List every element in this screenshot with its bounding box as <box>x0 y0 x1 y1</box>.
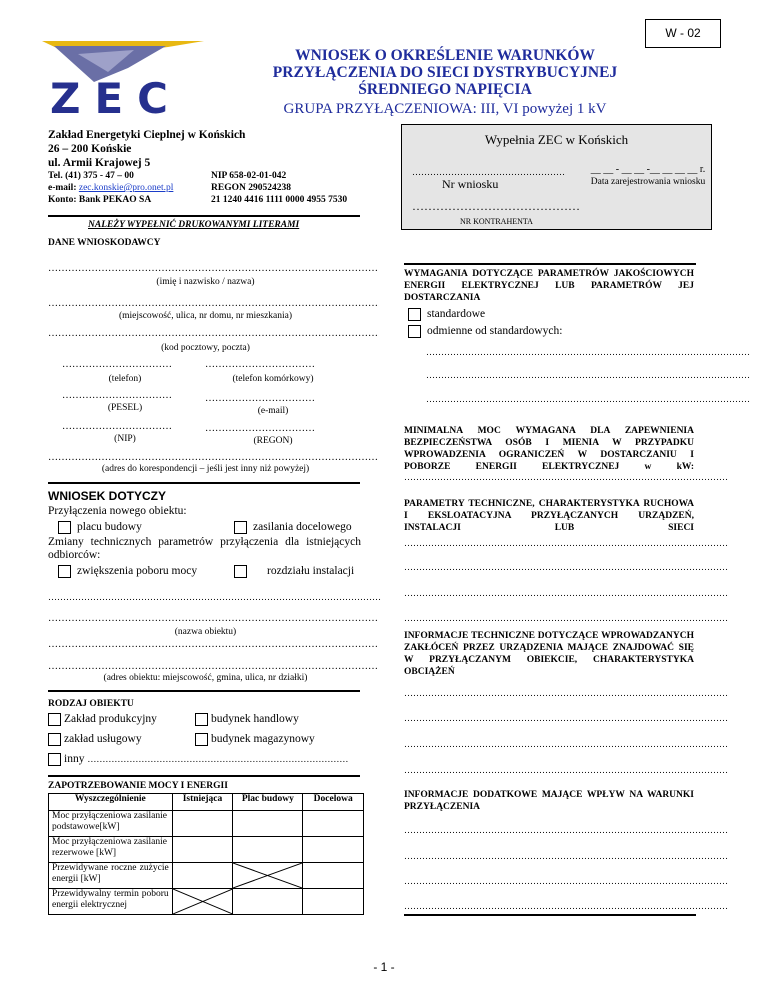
additional-info-heading: INFORMACJE DODATKOWE MAJĄCE WPŁYW NA WARUNKI PRZYŁĄCZENIA <box>404 790 694 812</box>
power-heading: ZAPOTRZEBOWANIE MOCY I ENERGII <box>48 781 228 791</box>
company-ids <box>211 170 347 206</box>
applicant-postal-field[interactable]: ……………………………………………………………………………………… <box>48 328 378 339</box>
final-checkbox[interactable] <box>234 521 247 534</box>
regon-label: (REGON) <box>253 436 293 446</box>
increase-label: zwiększenia poboru mocy <box>77 565 198 578</box>
additional-field-1[interactable]: ……………………………………………………………………………………………… <box>404 825 728 835</box>
page-number: - 1 - <box>373 960 395 974</box>
zec-office-box <box>401 124 712 230</box>
production-label: Zakład produkcyjny <box>64 713 157 726</box>
pesel-label: (PESEL) <box>107 403 143 413</box>
standard-checkbox[interactable] <box>408 308 421 321</box>
regon-field[interactable]: …………………………… <box>205 423 315 434</box>
email-field[interactable]: …………………………… <box>205 393 315 404</box>
request-number-field[interactable]: …………………………………………… <box>412 167 565 177</box>
interference-heading: INFORMACJE TECHNICZNE DOTYCZĄCE WPROWADZANYCH ZAKŁÓCEŃ PRZEZ URZĄDZENIA MAJĄCE ZNAJDOWAĆ SIĘ W PRZYŁĄCZANYM OBIEKCIE, CHARAKTERYSTYKA OBCIĄŻEŃ <box>404 631 694 677</box>
object-type-heading: RODZAJ OBIEKTU <box>48 699 134 709</box>
additional-field-2[interactable]: ……………………………………………………………………………………………… <box>404 851 728 861</box>
cell-input[interactable] <box>303 889 364 915</box>
applicant-name-field[interactable]: ……………………………………………………………………………………… <box>48 263 378 274</box>
left-divider-3 <box>48 690 360 692</box>
quality-field-3[interactable]: ……………………………………………………………………………………………… <box>426 394 750 404</box>
table-row <box>49 889 364 915</box>
title-line-2: PRZYŁĄCZENIA DO SIECI DYSTRYBUCYJNEJ <box>272 64 618 81</box>
form-code-box <box>645 19 721 48</box>
title-line-3: ŚREDNIEGO NAPIĘCIA <box>358 81 532 98</box>
option-increase[interactable] <box>58 565 197 578</box>
cell-crossed <box>172 889 233 915</box>
interference-field-1[interactable]: ……………………………………………………………………………………………… <box>404 688 728 698</box>
split-label: rozdziału instalacji <box>267 565 355 578</box>
applicant-postal-label: (kod pocztowy, poczta) <box>161 343 250 353</box>
cell-input[interactable] <box>303 811 364 837</box>
pesel-field[interactable]: …………………………… <box>62 390 172 401</box>
parameters-field-3[interactable]: ……………………………………………………………………………………………… <box>404 588 728 598</box>
cell-input[interactable] <box>172 837 233 863</box>
option-site[interactable] <box>58 521 142 534</box>
additional-field-4[interactable]: ……………………………………………………………………………………………… <box>404 901 728 911</box>
zec-logo <box>38 38 206 126</box>
col-site: Plac budowy <box>233 794 303 811</box>
nip-field[interactable]: …………………………… <box>62 421 172 432</box>
company-regon: REGON 290524238 <box>211 183 291 193</box>
table-row <box>49 837 364 863</box>
type-trade[interactable] <box>195 713 299 726</box>
company-name: Zakład Energetyki Cieplnej w Końskich <box>48 129 246 141</box>
phone-field[interactable]: …………………………… <box>62 359 172 370</box>
caps-note: NALEŻY WYPEŁNIĆ DRUKOWANYMI LITERAMI <box>88 220 300 230</box>
parameters-field-2[interactable]: ……………………………………………………………………………………………… <box>404 562 728 572</box>
object-name-label: (nazwa obiektu) <box>174 627 237 637</box>
interference-field-3[interactable]: ……………………………………………………………………………………………… <box>404 739 728 749</box>
cross-out-icon <box>233 863 302 888</box>
cell-input[interactable] <box>233 837 303 863</box>
registration-date-label: Data zarejestrowania wniosku <box>590 177 706 187</box>
correspondence-label: (adres do korespondencji – jeśli jest inny niż powyżej) <box>101 464 310 474</box>
min-power-field[interactable]: ……………………………………………………………………………………………… <box>404 472 728 482</box>
company-address-1: 26 – 200 Końskie <box>48 143 132 155</box>
nonstandard-label: odmienne od standardowych: <box>427 325 563 338</box>
standard-label: standardowe <box>427 308 486 321</box>
email-label: (e-mail) <box>257 406 289 416</box>
warehouse-label: budynek magazynowy <box>211 733 315 746</box>
type-service[interactable] <box>48 733 142 746</box>
object-name-field[interactable]: ……………………………………………………………………………………… <box>48 613 378 624</box>
company-address-2: ul. Armii Krajowej 5 <box>48 157 151 169</box>
right-divider-bottom <box>404 914 696 916</box>
company-account: 21 1240 4416 1111 0000 4955 7530 <box>211 195 348 205</box>
company-nip: NIP 658-02-01-042 <box>211 171 287 181</box>
company-bank: Konto: Bank PEKAO SA <box>48 195 152 205</box>
left-divider-top <box>48 215 360 217</box>
col-existing: Istniejąca <box>172 794 233 811</box>
cross-out-icon <box>173 889 233 914</box>
request-extra-field[interactable]: ………………………………………………………………………………………………… <box>48 592 381 602</box>
row-label: Przewidywalny termin poboru energii elektrycznej <box>49 889 173 915</box>
service-checkbox[interactable] <box>48 733 61 746</box>
type-production[interactable] <box>48 713 157 726</box>
site-checkbox[interactable] <box>58 521 71 534</box>
type-other[interactable] <box>48 753 348 766</box>
type-warehouse[interactable] <box>195 733 315 746</box>
parameters-field-1[interactable]: ……………………………………………………………………………………………… <box>404 538 728 548</box>
option-final[interactable] <box>234 521 352 534</box>
applicant-address-field[interactable]: ……………………………………………………………………………………… <box>48 298 378 309</box>
new-object-label: Przyłączenia nowego obiektu: <box>48 505 187 517</box>
power-table <box>48 793 364 915</box>
quality-field-1[interactable]: ……………………………………………………………………………………………… <box>426 347 750 357</box>
contractor-number-field[interactable]: …………………………………… <box>412 199 580 213</box>
mobile-label: (telefon komórkowy) <box>232 374 314 384</box>
quality-field-2[interactable]: ……………………………………………………………………………………………… <box>426 370 750 380</box>
cell-input[interactable] <box>172 863 233 889</box>
quality-heading: WYMAGANIA DOTYCZĄCE PARAMETRÓW JAKOŚCIOWYCH ENERGII ELEKTRYCZNEJ LUB PARAMETRÓW JEJ DOSTARCZANIA <box>404 269 694 303</box>
company-block <box>48 128 245 170</box>
cell-input[interactable] <box>303 837 364 863</box>
other-field[interactable]: …………………………………………………………………………… <box>87 754 349 765</box>
request-heading: WNIOSEK DOTYCZY <box>48 489 167 503</box>
zec-box-title: Wypełnia ZEC w Końskich <box>484 132 629 147</box>
site-label: placu budowy <box>77 521 142 534</box>
increase-checkbox[interactable] <box>58 565 71 578</box>
contractor-number-label: NR KONTRAHENTA <box>460 217 533 226</box>
production-checkbox[interactable] <box>48 713 61 726</box>
interference-field-2[interactable]: ……………………………………………………………………………………………… <box>404 713 728 723</box>
trade-label: budynek handlowy <box>211 713 299 726</box>
left-divider-2 <box>48 482 360 484</box>
object-address-label: (adres obiektu: miejscowość, gmina, ulica, nr działki) <box>103 673 308 683</box>
cell-crossed <box>233 863 303 889</box>
mobile-field[interactable]: …………………………… <box>205 359 315 370</box>
registration-date-field[interactable]: __ __ - __ __ -__ __ __ __ r. <box>590 164 706 175</box>
right-divider-1 <box>404 263 696 265</box>
table-row <box>49 863 364 889</box>
other-label: inny <box>64 753 85 766</box>
power-table-header <box>49 794 364 811</box>
option-split[interactable] <box>234 565 354 578</box>
row-label: Przewidywane roczne zużycie energii [kW] <box>49 863 173 889</box>
cell-input[interactable] <box>233 811 303 837</box>
form-title <box>240 47 650 98</box>
col-spec: Wyszczególnienie <box>49 794 173 811</box>
object-address-field-1[interactable]: ……………………………………………………………………………………… <box>48 639 378 650</box>
other-checkbox[interactable] <box>48 753 61 766</box>
additional-field-3[interactable]: ……………………………………………………………………………………………… <box>404 876 728 886</box>
title-line-1: WNIOSEK O OKREŚLENIE WARUNKÓW <box>295 47 595 64</box>
nip-label: (NIP) <box>114 434 136 444</box>
table-row <box>49 811 364 837</box>
applicant-address-label: (miejscowość, ulica, nr domu, nr mieszkania) <box>118 311 293 321</box>
option-nonstandard[interactable] <box>408 325 562 338</box>
min-power-heading: MINIMALNA MOC WYMAGANA DLA ZAPEWNIENIA BEZPIECZEŃSTWA OSÓB I MIENIA W PRZYPADKU WPROWADZENIA OGRANICZEŃ W DOSTARCZANIU I POBORZE ENERGII ELEKTRYCZNEJ w kW: <box>404 426 694 472</box>
form-code: W - 02 <box>665 26 701 40</box>
change-label: Zmiany technicznych parametrów przyłączenia dla istniejących odbiorców: <box>48 536 361 561</box>
col-final: Docelowa <box>303 794 364 811</box>
nonstandard-checkbox[interactable] <box>408 325 421 338</box>
object-address-field-2[interactable]: ……………………………………………………………………………………… <box>48 661 378 672</box>
correspondence-field[interactable]: ……………………………………………………………………………………… <box>48 452 378 463</box>
trade-checkbox[interactable] <box>195 713 208 726</box>
row-label: Moc przyłączeniowa zasilanie rezerwowe [kW] <box>49 837 173 863</box>
interference-field-4[interactable]: ……………………………………………………………………………………………… <box>404 765 728 775</box>
cell-input[interactable] <box>303 863 364 889</box>
phone-label: (telefon) <box>108 374 142 384</box>
cell-input[interactable] <box>233 889 303 915</box>
option-standard[interactable] <box>408 308 485 321</box>
applicant-name-label: (imię i nazwisko / nazwa) <box>156 277 255 287</box>
applicant-heading: DANE WNIOSKODAWCY <box>48 238 161 248</box>
left-divider-4 <box>48 775 360 777</box>
company-tel: Tel. (41) 375 - 47 – 00 <box>48 171 134 181</box>
parameters-heading: PARAMETRY TECHNICZNE, CHARAKTERYSTYKA RUCHOWA I EKSLOATACYJNA PRZYŁĄCZANYCH URZĄDZEŃ, INSTALACJI LUB SIECI <box>404 499 694 533</box>
warehouse-checkbox[interactable] <box>195 733 208 746</box>
company-email-label: e-mail: <box>48 183 77 193</box>
row-label: Moc przyłączeniowa zasilanie podstawowe[kW] <box>49 811 173 837</box>
company-email-link[interactable]: zec.konskie@pro.onet.pl <box>78 183 174 193</box>
parameters-field-4[interactable]: ……………………………………………………………………………………………… <box>404 613 728 623</box>
cell-input[interactable] <box>172 811 233 837</box>
company-contacts <box>48 170 173 206</box>
service-label: zakład usługowy <box>64 733 142 746</box>
split-checkbox[interactable] <box>234 565 247 578</box>
final-label: zasilania docelowego <box>253 521 352 534</box>
request-number-label: Nr wniosku <box>442 177 499 191</box>
zec-logo-text: ZEC <box>50 74 182 123</box>
connection-group: GRUPA PRZYŁĄCZENIOWA: III, VI powyżej 1 kV <box>283 101 607 117</box>
